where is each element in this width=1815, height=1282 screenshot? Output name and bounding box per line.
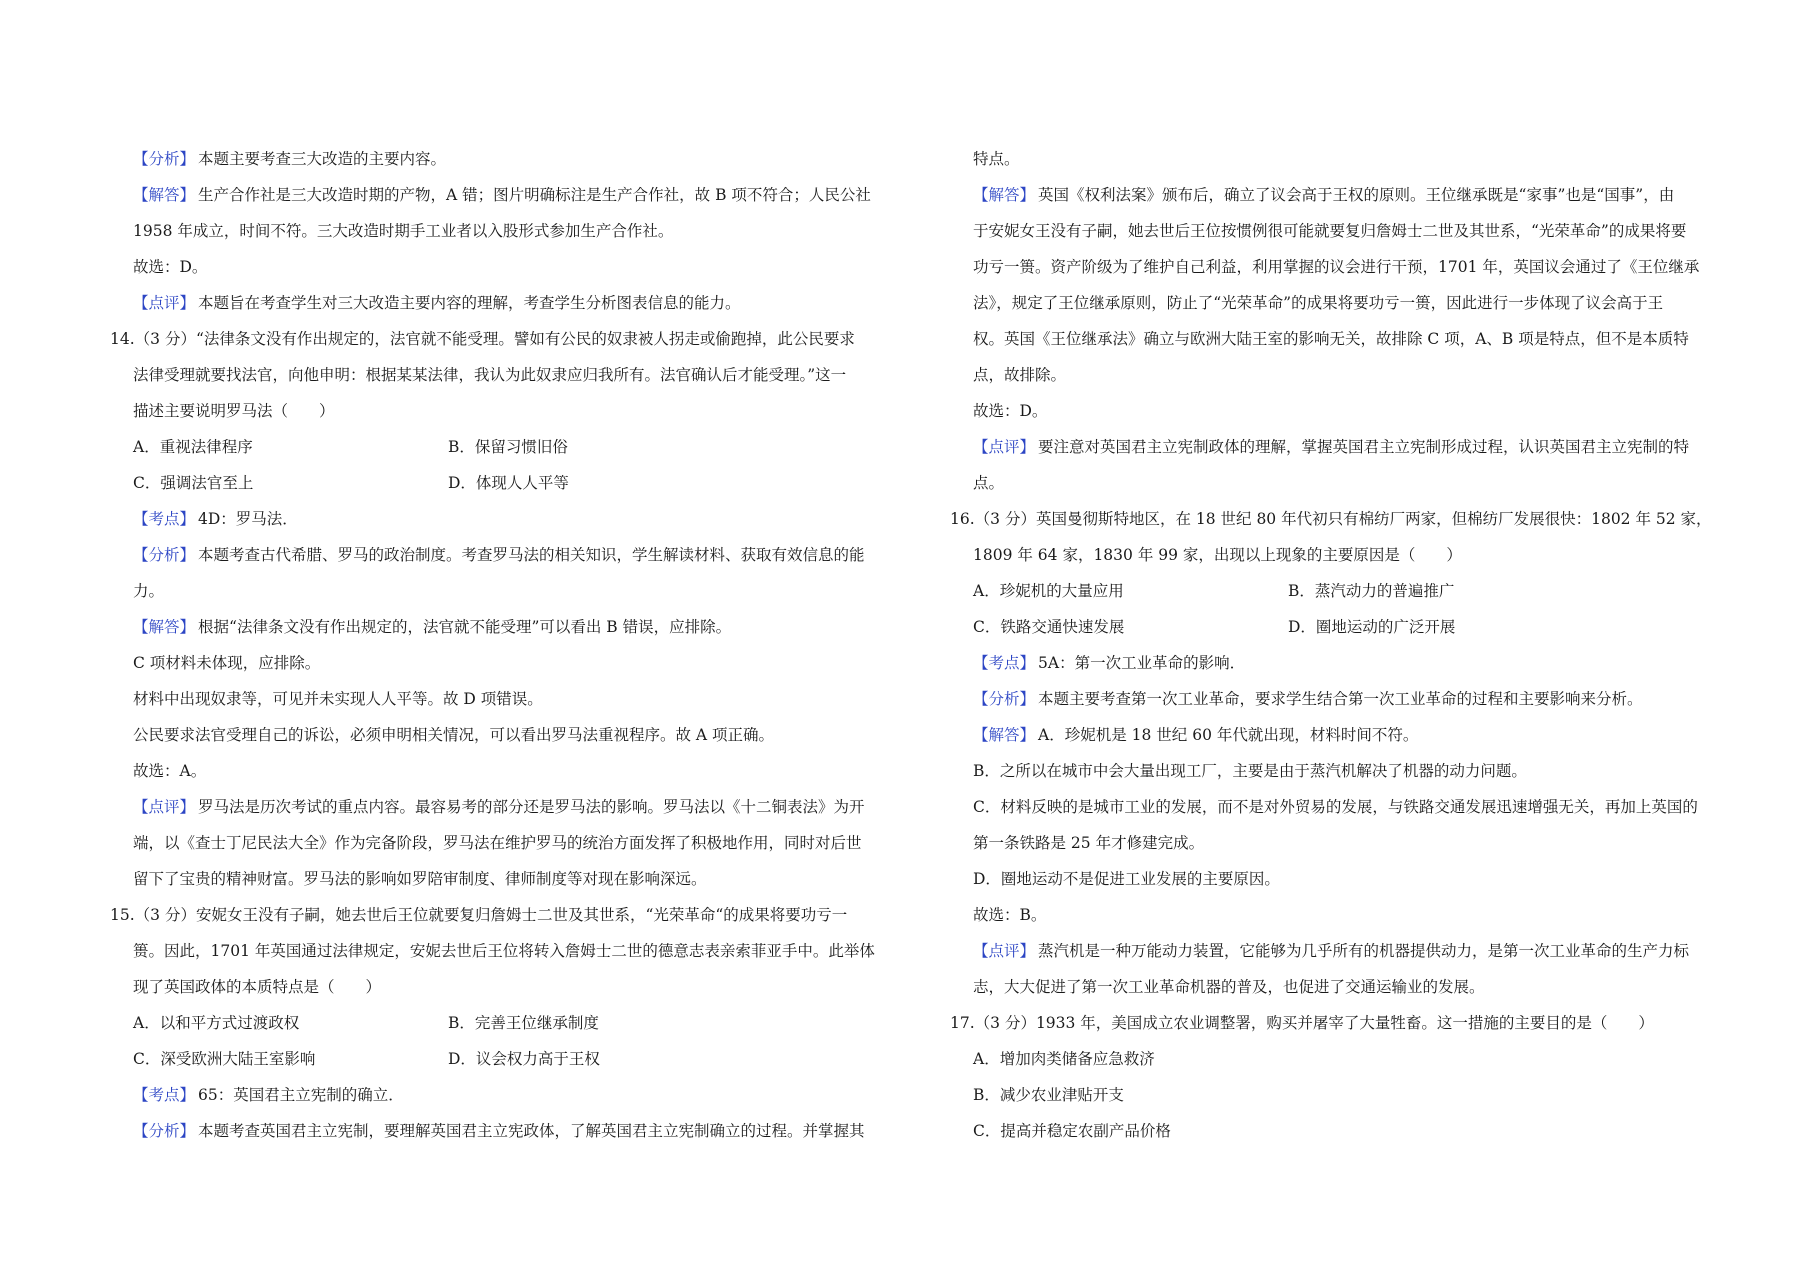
option-text: C．深受欧洲大陆王室影响 [133, 1050, 316, 1068]
line-text: 本题考查英国君主立宪制，要理解英国君主立宪政体，了解英国君主立宪制确立的过程。并掌握其 [198, 1122, 865, 1140]
line-text: 故选：A。 [133, 762, 207, 780]
option-text: B．蒸汽动力的普遍推广 [1288, 582, 1455, 600]
line-text: 法律受理就要找法官，向他申明：根据某某法律，我认为此奴隶应归我所有。法官确认后才能受理。”这一 [133, 366, 847, 384]
section-tag: 【点评】 [973, 438, 1036, 456]
line-text: B．减少农业津贴开支 [973, 1086, 1124, 1104]
line-text: A．珍妮机是 18 世纪 60 年代就出现，材料时间不符。 [1038, 726, 1419, 744]
line-text: 蒸汽机是一种万能动力装置，它能够为几乎所有的机器提供动力，是第一次工业革命的生产力标 [1038, 942, 1690, 960]
left-column [110, 141, 910, 1149]
text-line [950, 357, 1725, 393]
tagged-line [950, 717, 1725, 753]
section-tag: 【考点】 [133, 510, 196, 528]
line-text: 权。英国《王位继承法》确立与欧洲大陆王室的影响无关，故排除 C 项，A、B 项是特点，但不是本质特 [973, 330, 1689, 348]
tagged-line [950, 645, 1725, 681]
text-line [950, 1113, 1725, 1149]
text-line [110, 717, 910, 753]
tagged-line [950, 681, 1725, 717]
line-text: 15.（3 分）安妮女王没有子嗣，她去世后王位就要复归詹姆士二世及其世系，“光荣革命“的成果将要功亏一 [110, 906, 848, 924]
tagged-line [110, 789, 910, 825]
line-text: 生产合作社是三大改造时期的产物，A 错；图片明确标注是生产合作社，故 B 项不符合；人民公社 [198, 186, 871, 204]
text-line [950, 285, 1725, 321]
text-line [950, 753, 1725, 789]
question-stem [950, 1005, 1725, 1041]
tagged-line [950, 933, 1725, 969]
tagged-line [950, 177, 1725, 213]
text-line [950, 1077, 1725, 1113]
tagged-line [110, 1077, 910, 1113]
text-line [110, 753, 910, 789]
text-line [950, 141, 1725, 177]
line-text: 罗马法是历次考试的重点内容。最容易考的部分还是罗马法的影响。罗马法以《十二铜表法》为开 [198, 798, 865, 816]
line-text: 法》，规定了王位继承原则，防止了“光荣革命”的成果将要功亏一篑，因此进行一步体现了议会高于王 [973, 294, 1664, 312]
line-text: 要注意对英国君主立宪制政体的理解，掌握英国君主立宪制形成过程，认识英国君主立宪制的特 [1038, 438, 1690, 456]
line-text: 点，故排除。 [973, 366, 1067, 384]
text-line [950, 393, 1725, 429]
line-text: 16.（3 分）英国曼彻斯特地区，在 18 世纪 80 年代初只有棉纺厂两家，但棉纺厂发展很快：1802 年 52 家， [950, 510, 1712, 528]
line-text: 本题主要考查第一次工业革命，要求学生结合第一次工业革命的过程和主要影响来分析。 [1038, 690, 1643, 708]
text-line [950, 213, 1725, 249]
line-text: 篑。因此，1701 年英国通过法律规定，安妮去世后王位将转入詹姆士二世的德意志表亲索菲亚手中。此举体 [133, 942, 875, 960]
text-line [110, 969, 910, 1005]
line-text: 本题主要考查三大改造的主要内容。 [198, 150, 447, 168]
section-tag: 【考点】 [133, 1086, 196, 1104]
line-text: 材料中出现奴隶等，可见并未实现人人平等。故 D 项错误。 [133, 690, 543, 708]
text-line [110, 573, 910, 609]
option-text: B．完善王位继承制度 [448, 1014, 599, 1032]
option-text: D．圈地运动的广泛开展 [1288, 618, 1456, 636]
line-text: 公民要求法官受理自己的诉讼，必须申明相关情况，可以看出罗马法重视程序。故 A 项正确。 [133, 726, 775, 744]
line-text: 端，以《查士丁尼民法大全》作为完备阶段，罗马法在维护罗马的统治方面发挥了积极地作用，同时对后世 [133, 834, 862, 852]
option-text: A．重视法律程序 [133, 438, 253, 456]
option-text: C．铁路交通快速发展 [973, 618, 1125, 636]
text-line [950, 897, 1725, 933]
line-text: 本题考查古代希腊、罗马的政治制度。考查罗马法的相关知识，学生解读材料、获取有效信息的能 [198, 546, 865, 564]
text-line [950, 249, 1725, 285]
section-tag: 【考点】 [973, 654, 1036, 672]
text-line [950, 969, 1725, 1005]
text-line [950, 789, 1725, 825]
option-text: A．以和平方式过渡政权 [133, 1014, 300, 1032]
text-line [950, 1041, 1725, 1077]
section-tag: 【分析】 [133, 150, 196, 168]
text-line [950, 321, 1725, 357]
tagged-line [110, 285, 910, 321]
options-row [110, 429, 910, 465]
text-line [110, 861, 910, 897]
tagged-line [110, 609, 910, 645]
right-column [950, 141, 1725, 1149]
option-text: C．强调法官至上 [133, 474, 254, 492]
tagged-line [110, 537, 910, 573]
line-text: 14.（3 分）“法律条文没有作出规定的，法官就不能受理。譬如有公民的奴隶被人拐走或偷跑掉，此公民要求 [110, 330, 855, 348]
line-text: A．增加肉类储备应急救济 [973, 1050, 1155, 1068]
text-line [110, 213, 910, 249]
text-line [110, 825, 910, 861]
text-line [110, 249, 910, 285]
text-line [950, 861, 1725, 897]
line-text: 故选：B。 [973, 906, 1047, 924]
line-text: 1809 年 64 家，1830 年 99 家，出现以上现象的主要原因是（ ） [973, 546, 1462, 564]
text-line [950, 465, 1725, 501]
section-tag: 【解答】 [133, 186, 196, 204]
line-text: 17.（3 分）1933 年，美国成立农业调整署，购买并屠宰了大量牲畜。这一措施的主要目的是（ ） [950, 1014, 1654, 1032]
line-text: 特点。 [973, 150, 1020, 168]
text-line [110, 357, 910, 393]
line-text: 65：英国君主立宪制的确立． [198, 1086, 404, 1104]
options-row [950, 609, 1725, 645]
text-line [110, 393, 910, 429]
tagged-line [110, 177, 910, 213]
option-text: A．珍妮机的大量应用 [973, 582, 1124, 600]
line-text: 志，大大促进了第一次工业革命机器的普及，也促进了交通运输业的发展。 [973, 978, 1485, 996]
text-line [950, 537, 1725, 573]
option-text: B．保留习惯旧俗 [448, 438, 568, 456]
section-tag: 【点评】 [133, 294, 196, 312]
options-row [110, 465, 910, 501]
line-text: C 项材料未体现，应排除。 [133, 654, 321, 672]
options-row [110, 1005, 910, 1041]
line-text: 故选：D。 [973, 402, 1048, 420]
question-stem [110, 897, 910, 933]
line-text: 故选：D。 [133, 258, 208, 276]
options-row [950, 573, 1725, 609]
question-stem [950, 501, 1725, 537]
option-text: D．议会权力高于王权 [448, 1050, 600, 1068]
line-text: 描述主要说明罗马法（ ） [133, 402, 335, 420]
line-text: 根据“法律条文没有作出规定的，法官就不能受理”可以看出 B 错误，应排除。 [198, 618, 732, 636]
line-text: 1958 年成立，时间不符。三大改造时期手工业者以入股形式参加生产合作社。 [133, 222, 674, 240]
line-text: B．之所以在城市中会大量出现工厂，主要是由于蒸汽机解决了机器的动力问题。 [973, 762, 1527, 780]
text-line [110, 681, 910, 717]
tagged-line [110, 141, 910, 177]
line-text: 现了英国政体的本质特点是（ ） [133, 978, 382, 996]
section-tag: 【分析】 [133, 1122, 196, 1140]
line-text: 第一条铁路是 25 年才修建完成。 [973, 834, 1205, 852]
line-text: 于安妮女王没有子嗣，她去世后王位按惯例很可能就要复归詹姆士二世及其世系，“光荣革命”的成果将要 [973, 222, 1687, 240]
question-stem [110, 321, 910, 357]
section-tag: 【解答】 [973, 726, 1036, 744]
section-tag: 【解答】 [133, 618, 196, 636]
line-text: C．材料反映的是城市工业的发展，而不是对外贸易的发展，与铁路交通发展迅速增强无关，再加上英国的 [973, 798, 1698, 816]
line-text: C．提高并稳定农副产品价格 [973, 1122, 1171, 1140]
line-text: 留下了宝贵的精神财富。罗马法的影响如罗陪审制度、律师制度等对现在影响深远。 [133, 870, 707, 888]
options-row [110, 1041, 910, 1077]
section-tag: 【分析】 [973, 690, 1036, 708]
line-text: 本题旨在考查学生对三大改造主要内容的理解，考查学生分析图表信息的能力。 [198, 294, 741, 312]
tagged-line [110, 1113, 910, 1149]
line-text: 5A：第一次工业革命的影响． [1038, 654, 1246, 672]
line-text: 4D：罗马法． [198, 510, 298, 528]
option-text: D．体现人人平等 [448, 474, 569, 492]
section-tag: 【点评】 [973, 942, 1036, 960]
tagged-line [950, 429, 1725, 465]
line-text: 点。 [973, 474, 1005, 492]
text-line [110, 645, 910, 681]
section-tag: 【解答】 [973, 186, 1036, 204]
section-tag: 【分析】 [133, 546, 196, 564]
line-text: 功亏一篑。资产阶级为了维护自己利益，利用掌握的议会进行干预，1701 年，英国议会通过了《王位继承 [973, 258, 1700, 276]
tagged-line [110, 501, 910, 537]
text-line [950, 825, 1725, 861]
line-text: 英国《权利法案》颁布后，确立了议会高于王权的原则。王位继承既是“家事”也是“国事”，由 [1038, 186, 1675, 204]
section-tag: 【点评】 [133, 798, 196, 816]
line-text: 力。 [133, 582, 165, 600]
line-text: D．圈地运动不是促进工业发展的主要原因。 [973, 870, 1280, 888]
text-line [110, 933, 910, 969]
